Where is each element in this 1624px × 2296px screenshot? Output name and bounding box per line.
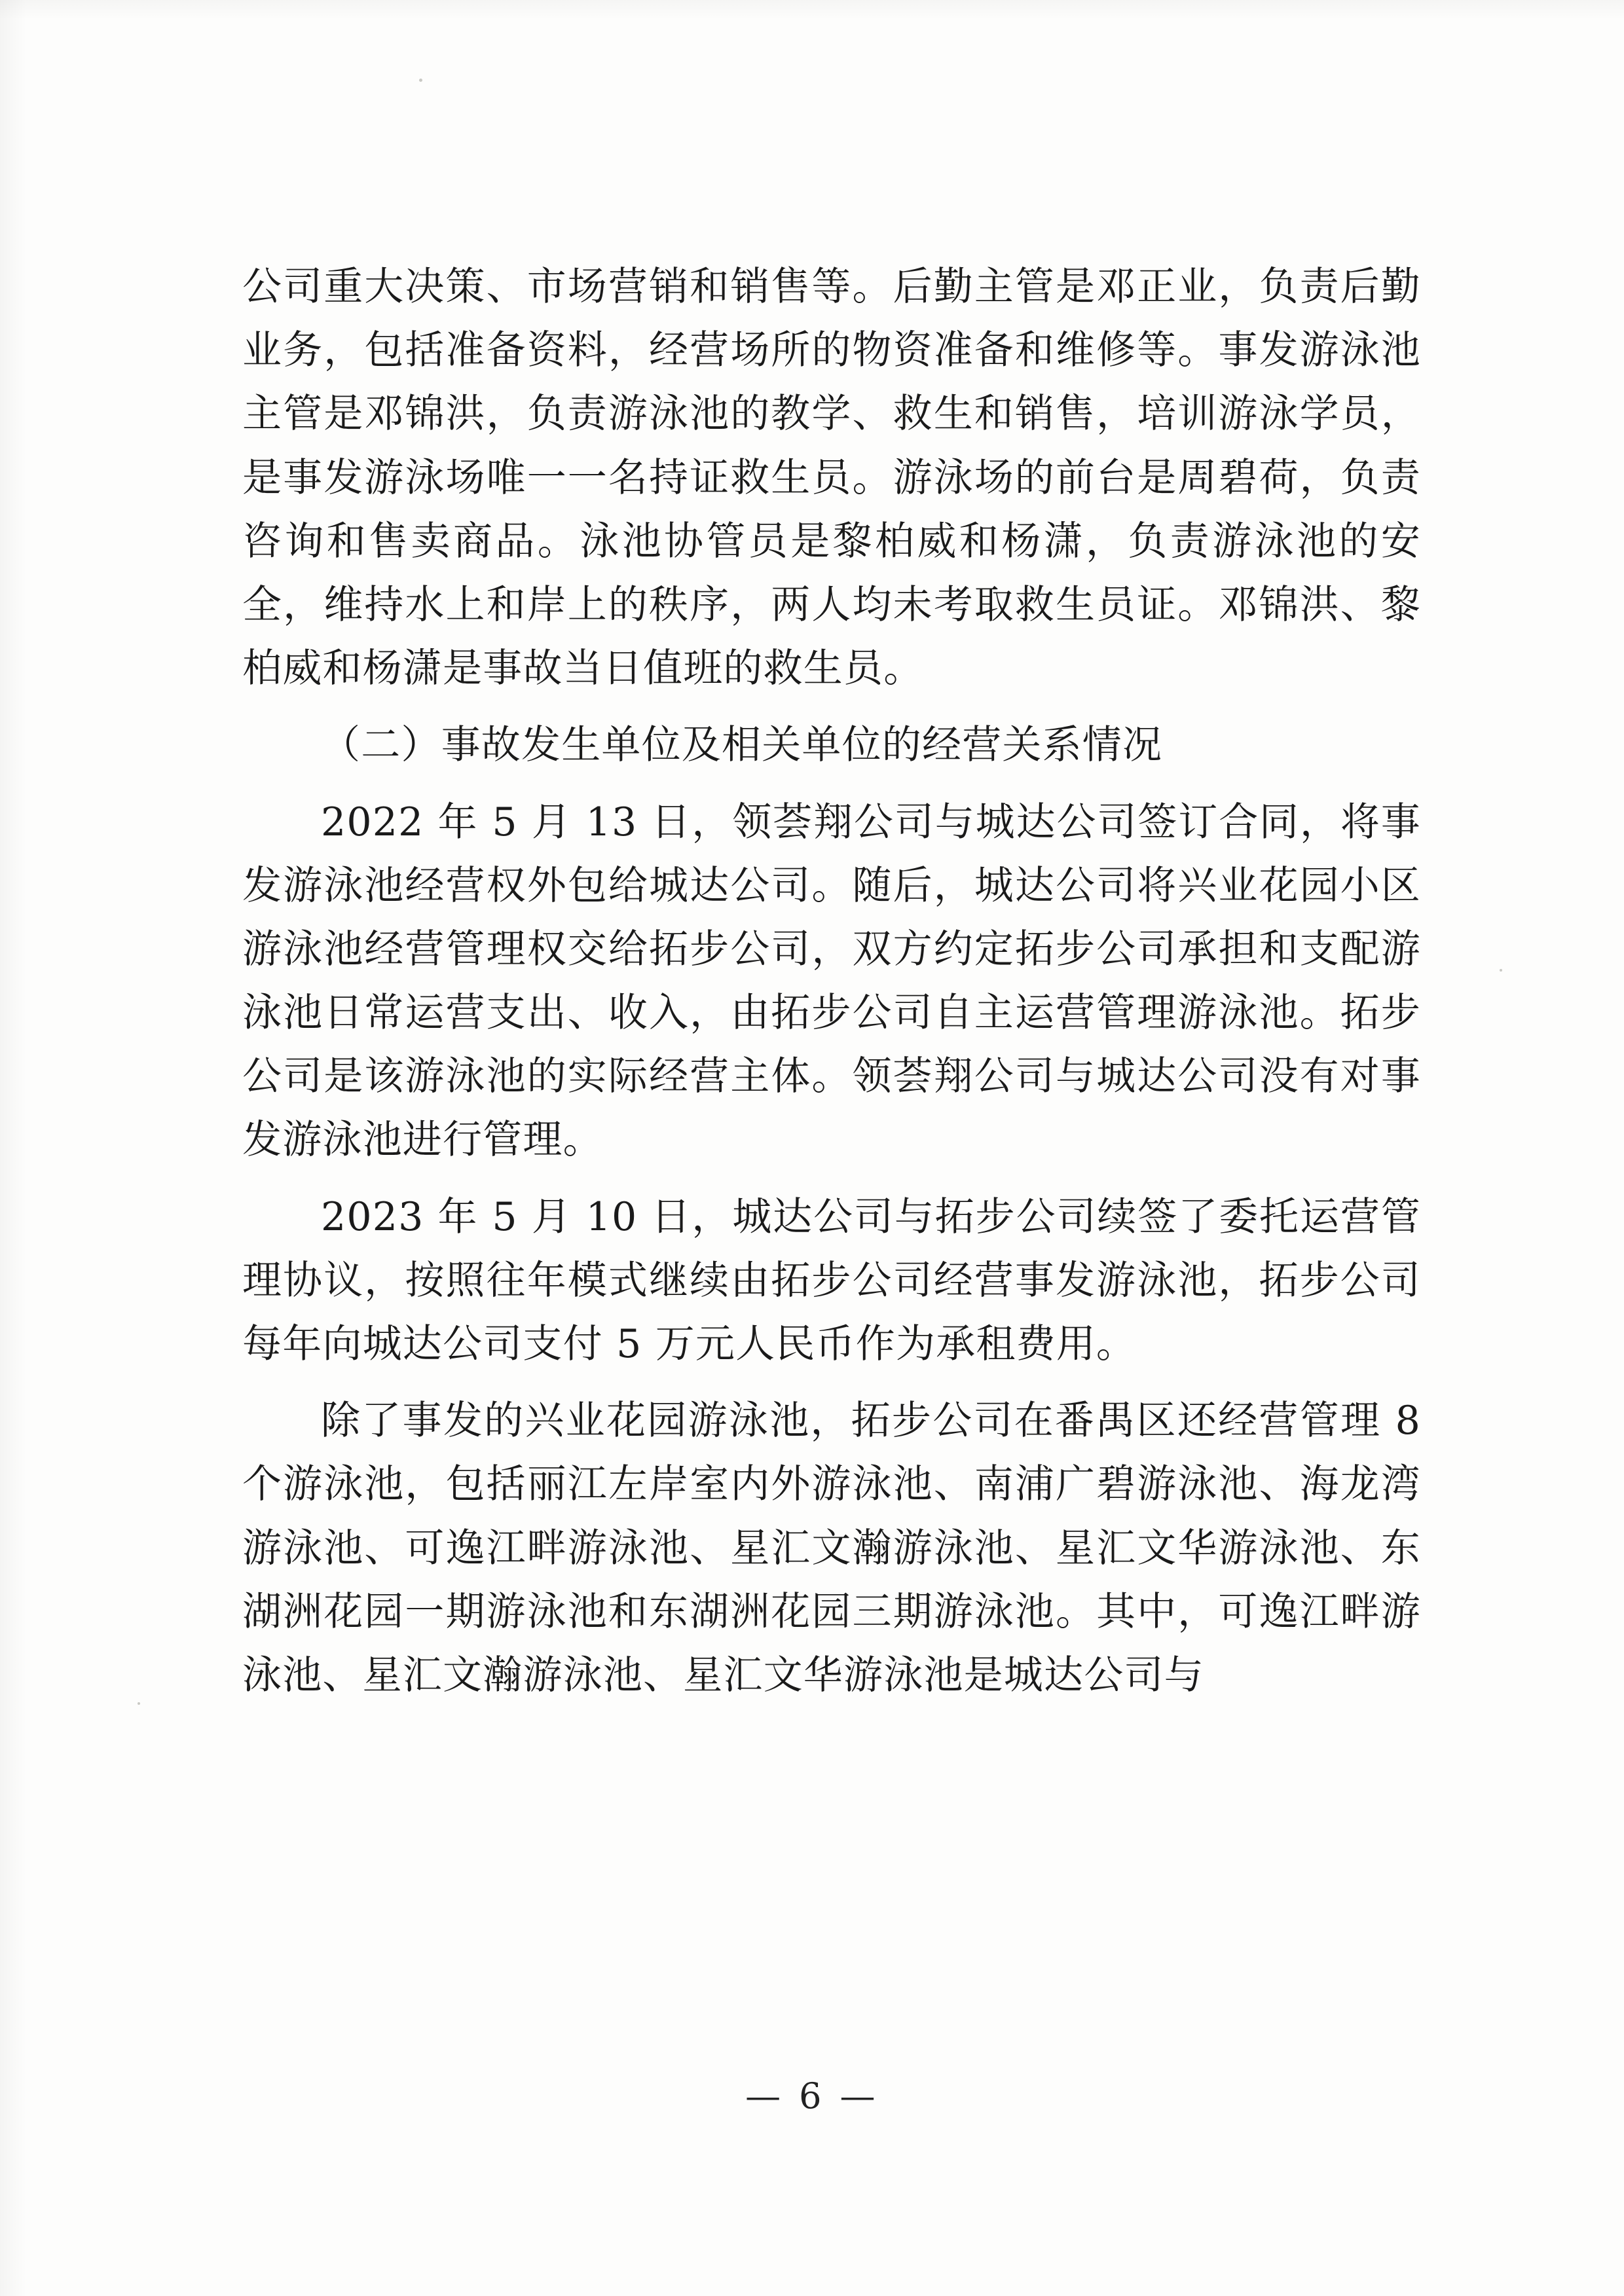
scan-speck [419, 79, 422, 82]
section-heading: （二）事故发生单位及相关单位的经营关系情况 [321, 722, 1163, 769]
page-number: — 6 — [745, 2075, 879, 2117]
scan-speck [1500, 969, 1502, 972]
paragraph-spacer [242, 782, 1421, 791]
paragraph-1: 公司重大决策、市场营销和销售等。后勤主管是邓正业，负责后勤业务，包括准备资料，经营场所的物资准备和维修等。事发游泳池主管是邓锦洪，负责游泳池的教学、救生和销售，培训游泳学员，是事发游泳场唯一一名持证救生员。游泳场的前台是周碧荷，负责咨询和售卖商品。泳池协管员是黎柏威和杨潇，负责游泳池的安全，维持水上和岸上的秩序，两人均未考取救生员证。邓锦洪、黎柏威和杨潇是事故当日值班的救生员。 [242, 264, 1421, 692]
paragraph-3: 2022 年 5 月 13 日，领荟翔公司与城达公司签订合同，将事发游泳池经营权外包给城达公司。随后，城达公司将兴业花园小区游泳池经营管理权交给拓步公司，双方约定拓步公司承担和支配游泳池日常运营支出、收入，由拓步公司自主运营管理游泳池。拓步公司是该游泳池的实际经营主体。领荟翔公司与城达公司没有对事发游泳池进行管理。 [242, 799, 1421, 1163]
paragraph-spacer [242, 704, 1421, 714]
scan-speck [138, 1702, 140, 1705]
paragraph-4: 2023 年 5 月 10 日，城达公司与拓步公司续签了委托运营管理协议，按照往年模式继续由拓步公司经营事发游泳池，拓步公司每年向城达公司支付 5 万元人民币作为承租费用。 [242, 1194, 1421, 1367]
paragraph-5: 除了事发的兴业花园游泳池，拓步公司在番禺区还经营管理 8 个游泳池，包括丽江左岸室内外游泳池、南浦广碧游泳池、海龙湾游泳池、可逸江畔游泳池、星汇文瀚游泳池、星汇文华游泳池、东湖洲花园一期游泳池和东湖洲花园三期游泳池。其中，可逸江畔游泳池、星汇文瀚游泳池、星汇文华游泳池是城达公司与 [242, 1398, 1421, 1698]
paragraph-spacer [242, 1380, 1421, 1389]
paragraph-spacer [242, 1176, 1421, 1186]
page-body [242, 255, 1421, 1711]
page-edge-shading-top [0, 0, 1624, 20]
page-edge-shading-left [0, 0, 26, 2296]
